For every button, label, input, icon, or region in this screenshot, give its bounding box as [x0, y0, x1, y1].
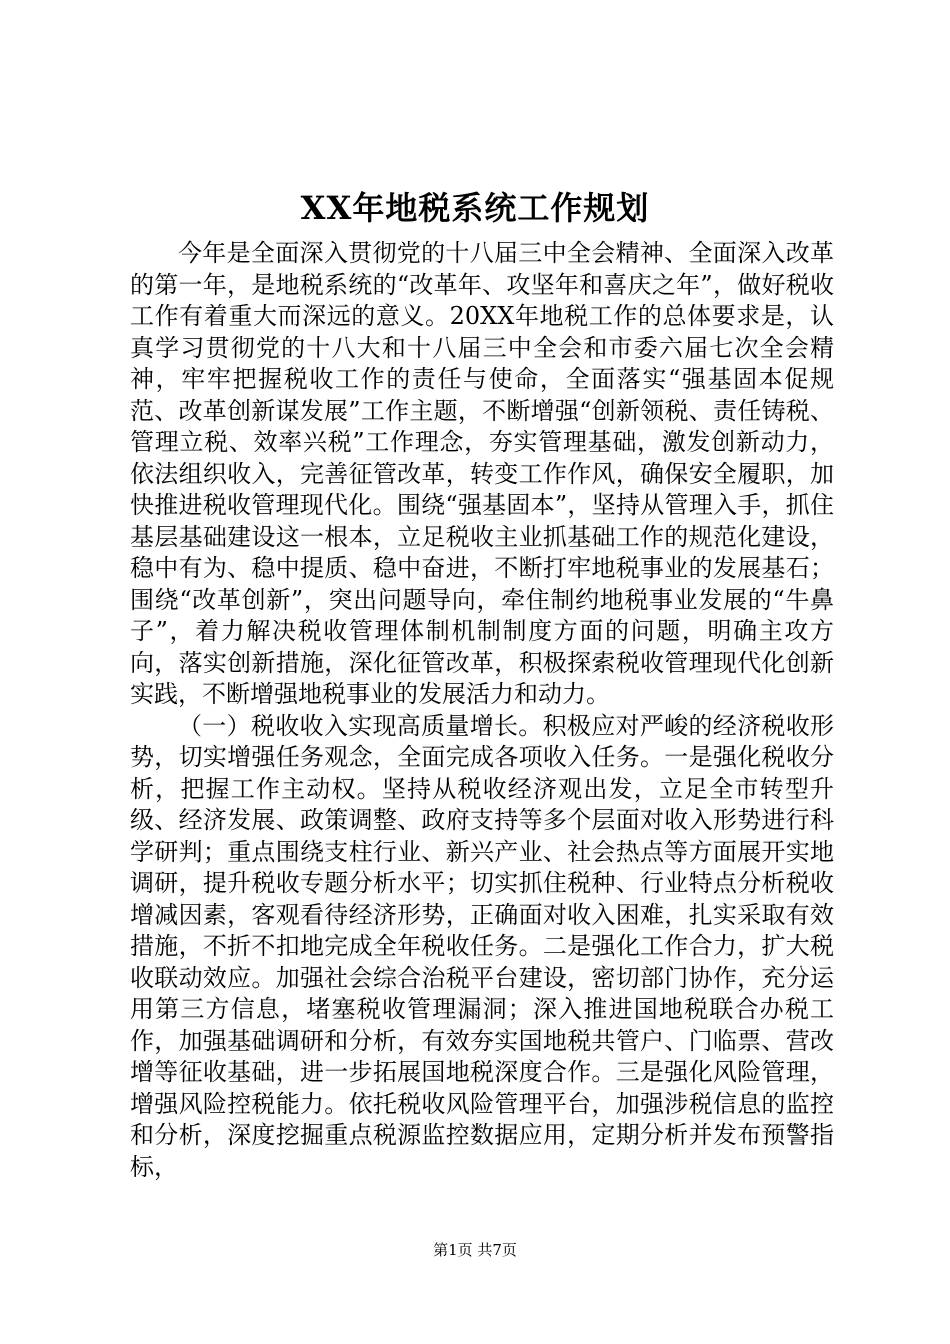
paragraph-section-1: （一）税收收入实现高质量增长。积极应对严峻的经济税收形势，切实增强任务观念，全面完成各项收入任务。一是强化税收分析，把握工作主动权。坚持从税收经济观出发，立足全市转型升级、经济发展、政策调整、政府支持等多个层面对收入形势进行科学研判；重点围绕支柱行业、新兴产业、社会热点等方面展开实地调研，提升税收专题分析水平；切实抓住税种、行业特点分析税收增减因素，客观看待经济形势，正确面对收入困难，扎实采取有效措施，不折不扣地完成全年税收任务。二是强化工作合力，扩大税收联动效应。加强社会综合治税平台建设，密切部门协作，充分运用第三方信息，堵塞税收管理漏洞；深入推进国地税联合办税工作，加强基础调研和分析，有效夯实国地税共管户、门临票、营改增等征收基础，进一步拓展国地税深度合作。三是强化风险管理，增强风险控税能力。依托税收风险管理平台，加强涉税信息的监控和分析，深度挖掘重点税源监控数据应用，定期分析并发布预警指标，: [130, 711, 834, 1181]
paragraph-intro: 今年是全面深入贯彻党的十八届三中全会精神、全面深入改革的第一年，是地税系统的“改革年、攻坚年和喜庆之年”，做好税收工作有着重大而深远的意义。20XX年地税工作的总体要求是，认真学习贯彻党的十八大和十八届三中全会和市委六届七次全会精神，牢牢把握税收工作的责任与使命，全面落实“强基固本促规范、改革创新谋发展”工作主题，不断增强“创新领税、责任铸税、管理立税、效率兴税”工作理念，夯实管理基础，激发创新动力，依法组织收入，完善征管改革，转变工作作风，确保安全履职，加快推进税收管理现代化。围绕“强基固本”，坚持从管理入手，抓住基层基础建设这一根本，立足税收主业抓基础工作的规范化建设，稳中有为、稳中提质、稳中奋进，不断打牢地税事业的发展基石；围绕“改革创新”，突出问题导向，牵住制约地税事业发展的“牛鼻子”，着力解决税收管理体制机制制度方面的问题，明确主攻方向，落实创新措施，深化征管改革，积极探索税收管理现代化创新实践，不断增强地税事业的发展活力和动力。: [130, 239, 834, 708]
document-title: XX年地税系统工作规划: [300, 189, 650, 227]
page-footer: 第1页 共7页: [433, 1241, 517, 1259]
document-body: [130, 238, 834, 1183]
